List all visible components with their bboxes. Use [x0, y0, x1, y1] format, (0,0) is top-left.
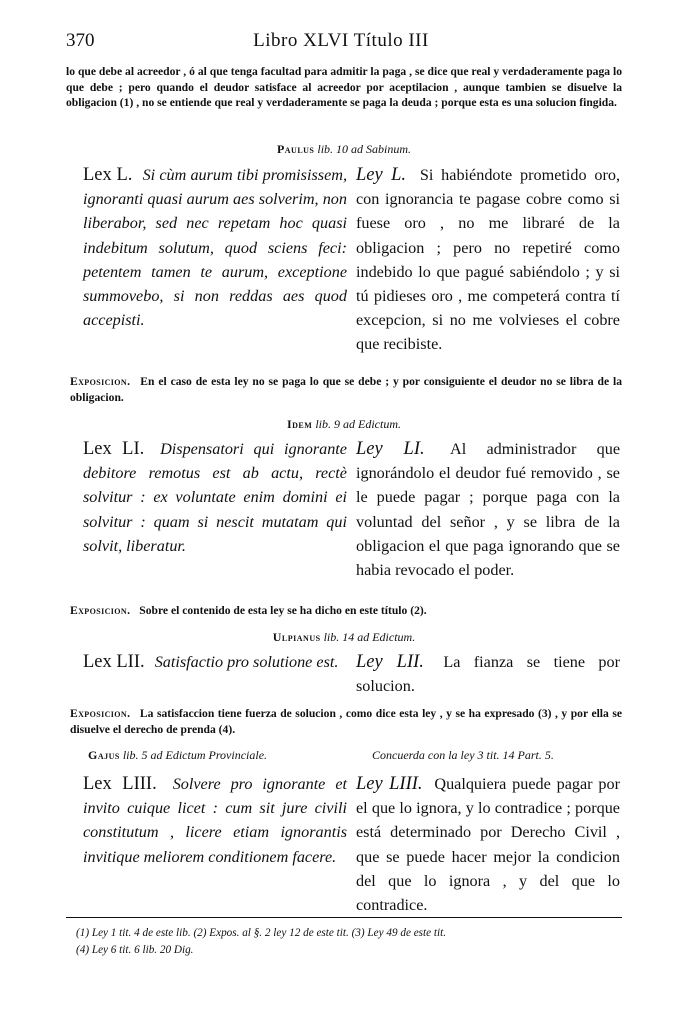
exposicion-lex-lii: [70, 706, 622, 737]
footnote-divider: [66, 917, 622, 918]
source-citation-idem: [66, 417, 622, 432]
spanish-text: Qualquiera puede pagar por el que lo ignora, y lo contradice ; porque está determinado por Derecho Civil , que se puede hacer mejor la condicion del que lo ignora , y del que lo contradice.: [356, 775, 620, 915]
running-title: Libro XLVI Título III: [253, 30, 429, 51]
latin-column-lex-lii: [83, 650, 347, 674]
exposicion-label: Exposicion.: [70, 375, 131, 388]
latin-column-lex-l: [83, 163, 347, 332]
spanish-text: La fianza se tiene por solucion.: [356, 653, 620, 696]
source-work: lib. 14 ad Edictum.: [323, 630, 416, 644]
source-work: lib. 9 ad Edictum.: [315, 417, 401, 431]
source-citation-paulus: [66, 142, 622, 157]
ley-label: Ley L.: [356, 165, 407, 185]
footnotes: [76, 925, 624, 959]
source-author: Ulpianus: [272, 630, 321, 644]
spanish-column-ley-li: [356, 437, 620, 582]
exposicion-lex-li: [70, 603, 622, 619]
source-citation-gajus: [88, 748, 267, 763]
page-header: [66, 30, 616, 54]
footnote-line-1: (1) Ley 1 tit. 4 de este lib. (2) Expos. al §. 2 ley 12 de este tit. (3) Ley 49 de este tit.: [76, 927, 447, 939]
source-work: lib. 5 ad Edictum Provinciale.: [122, 748, 268, 762]
page-number: 370: [66, 30, 95, 51]
latin-text: Solvere pro ignorante et invito cuique licet : cum sit jure civili constitutum , licere etiam ignorantis invitique meliorem conditionem facere.: [83, 775, 348, 866]
footnote-line-2: (4) Ley 6 tit. 6 lib. 20 Dig.: [76, 944, 194, 956]
spanish-text: Al administrador que ignorándolo el deudor fué removido , se le puede pagar ; porque paga con la voluntad del señor , y se libra de la obligacion el que paga ignorando que se habia revocado el poder.: [356, 440, 621, 580]
exposicion-lex-l: [70, 374, 622, 405]
lex-label: Lex LIII.: [83, 774, 157, 794]
ley-label: Ley LIII.: [356, 774, 423, 794]
source-author: Paulus: [276, 142, 315, 156]
intro-paragraph: lo que debe al acreedor , ó al que tenga facultad para admitir la paga , se dice que real y verdaderamente paga lo que debe ; pero quando el deudor satisface al acreedor por aceptilacion , aunque tambien se disuelve la obligacion (1) , no se entiende que real y verdaderamente se paga la deuda ; porque esta es una solucion fingida.: [66, 65, 622, 109]
lex-label: Lex LI.: [83, 439, 145, 459]
exposicion-text: La satisfaccion tiene fuerza de solucion , como dice esta ley , y se ha expresado (3) , y por ella se disuelve el derecho de prenda (4).: [70, 707, 623, 736]
spanish-column-ley-liii: [356, 772, 620, 917]
source-author: Gajus: [88, 748, 120, 762]
ley-label: Ley LII.: [356, 652, 424, 672]
source-citation-ulpianus: [66, 630, 622, 645]
latin-text: Satisfactio pro solutione est.: [154, 653, 339, 671]
concordance-note: Concuerda con la ley 3 tit. 14 Part. 5.: [372, 748, 554, 762]
exposicion-text: En el caso de esta ley no se paga lo que se debe ; y por consiguiente el deudor no se libra de la obligacion.: [70, 375, 622, 404]
source-author: Idem: [286, 417, 313, 431]
latin-column-lex-li: [83, 437, 347, 558]
ley-label: Ley LI.: [356, 439, 425, 459]
source-work: lib. 10 ad Sabinum.: [317, 142, 412, 156]
lex-label: Lex LII.: [83, 652, 145, 672]
latin-column-lex-liii: [83, 772, 347, 869]
spanish-text: Si habiéndote prometido oro, con ignorancia te pagase cobre como si fuese oro , no me libraré de la obligacion ; pero no repetiré como indebido lo que pagué sabiéndolo ; y si tú pidieses oro , me competerá contra tí excepcion, si no me volvieses el cobre que recibiste.: [356, 166, 621, 354]
exposicion-label: Exposicion.: [70, 707, 131, 720]
exposicion-label: Exposicion.: [70, 604, 131, 617]
latin-text: Si cùm aurum tibi promisissem, ignoranti quasi aurum aes solverim, non liberabor, sed nec repetam hoc quasi indebitum solutum, quod sciens feci: petentem tamen te aurum, exceptione summovebo, si non reddas aes quod accepisti.: [83, 166, 348, 330]
spanish-column-ley-lii: [356, 650, 620, 698]
latin-text: Dispensatori qui ignorante debitore remotus est ab actu, rectè solvitur : ex voluntate enim domini ei solvitur : quam si nescit mutatam qui solvit, liberatur.: [83, 440, 347, 555]
spanish-column-ley-l: [356, 163, 620, 357]
lex-label: Lex L.: [83, 165, 133, 185]
exposicion-text: Sobre el contenido de esta ley se ha dicho en este título (2).: [139, 604, 427, 617]
